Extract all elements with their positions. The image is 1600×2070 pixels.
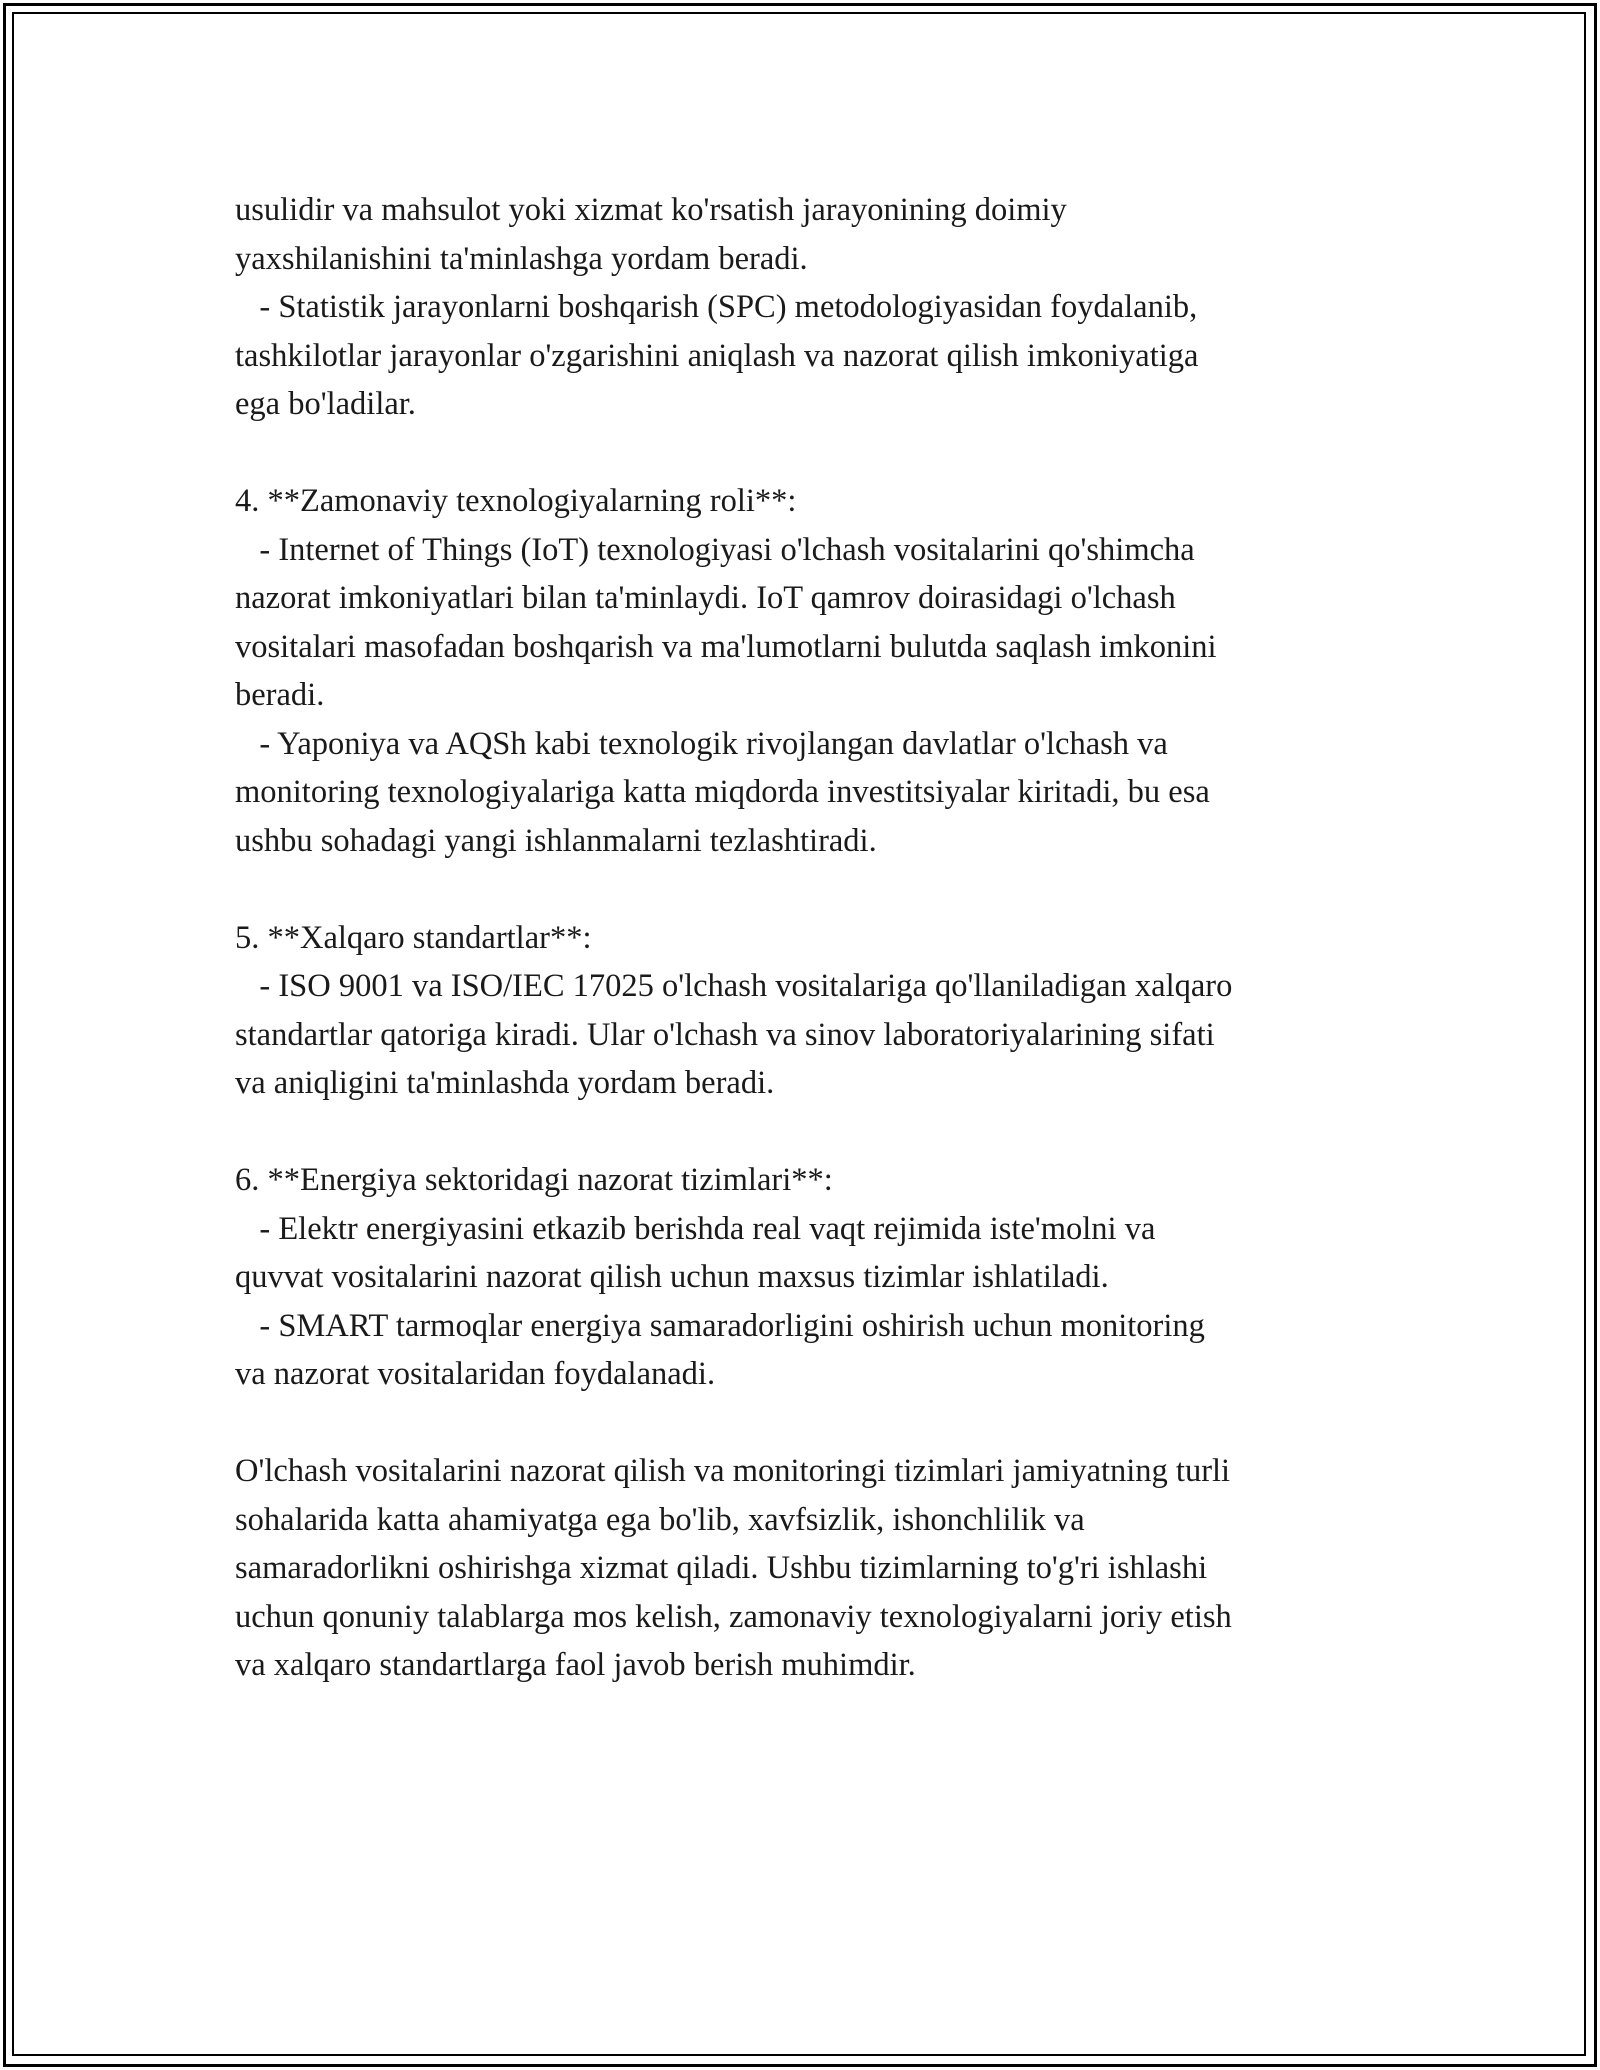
text-line: 6. **Energiya sektoridagi nazorat tizimlari**: [235, 1162, 833, 1198]
text-line: monitoring texnologiyalariga katta miqdorda investitsiyalar kiritadi, bu esa [235, 774, 1210, 810]
text-line: usulidir va mahsulot yoki xizmat ko'rsatish jarayonining doimiy [235, 192, 1067, 228]
text-line: 5. **Xalqaro standartlar**: [235, 919, 592, 956]
text-line: 4. **Zamonaviy texnologiyalarning roli**: [235, 483, 797, 519]
text-line: - Elektr energiyasini etkazib berishda real vaqt rejimida iste'molni va [235, 1210, 1156, 1247]
text-line: - Yaponiya va AQSh kabi texnologik rivojlangan davlatlar o'lchash va [235, 725, 1168, 762]
text-line: O'lchash vositalarini nazorat qilish va monitoringi tizimlari jamiyatning turli [235, 1453, 1231, 1489]
text-line: va xalqaro standartlarga faol javob berish muhimdir. [235, 1647, 916, 1683]
text-line: vositalari masofadan boshqarish va ma'lumotlarni bulutda saqlash imkonini [235, 628, 1217, 665]
text-line: - ISO 9001 va ISO/IEC 17025 o'lchash vositalariga qo'llaniladigan xalqaro [235, 968, 1233, 1004]
text-line: yaxshilanishini ta'minlashga yordam beradi. [235, 240, 808, 277]
text-line: nazorat imkoniyatlari bilan ta'minlaydi. IoT qamrov doirasidagi o'lchash [235, 580, 1176, 616]
text-line: ushbu sohadagi yangi ishlanmalarni tezlashtiradi. [235, 822, 877, 859]
text-line [235, 1399, 1385, 1448]
text-line: beradi. [235, 677, 325, 713]
text-line: tashkilotlar jarayonlar o'zgarishini aniqlash va nazorat qilish imkoniyatiga [235, 337, 1199, 374]
text-line: sohalarida katta ahamiyatga ega bo'lib, xavfsizlik, ishonchlilik va [235, 1501, 1085, 1538]
text-line: standartlar qatoriga kiradi. Ular o'lchash va sinov laboratoriyalarining sifati [235, 1016, 1215, 1053]
text-line [235, 1108, 1385, 1157]
text-line: - Statistik jarayonlarni boshqarish (SPC) metodologiyasidan foydalanib, [235, 289, 1198, 325]
text-line [235, 865, 1385, 914]
text-line [235, 429, 1385, 478]
text-line: - SMART tarmoqlar energiya samaradorligini oshirish uchun monitoring [235, 1307, 1205, 1344]
text-line: samaradorlikni oshirishga xizmat qiladi. Ushbu tizimlarning to'g'ri ishlashi [235, 1550, 1208, 1586]
document-body [235, 186, 1385, 1690]
text-line: - Internet of Things (IoT) texnologiyasi o'lchash vositalarini qo'shimcha [235, 531, 1195, 568]
text-line: va aniqligini ta'minlashda yordam beradi. [235, 1065, 775, 1101]
text-line: ega bo'ladilar. [235, 386, 416, 422]
text-line: va nazorat vositalaridan foydalanadi. [235, 1356, 716, 1392]
text-line: quvvat vositalarini nazorat qilish uchun maxsus tizimlar ishlatiladi. [235, 1259, 1109, 1295]
text-line: uchun qonuniy talablarga mos kelish, zamonaviy texnologiyalarni joriy etish [235, 1598, 1232, 1635]
